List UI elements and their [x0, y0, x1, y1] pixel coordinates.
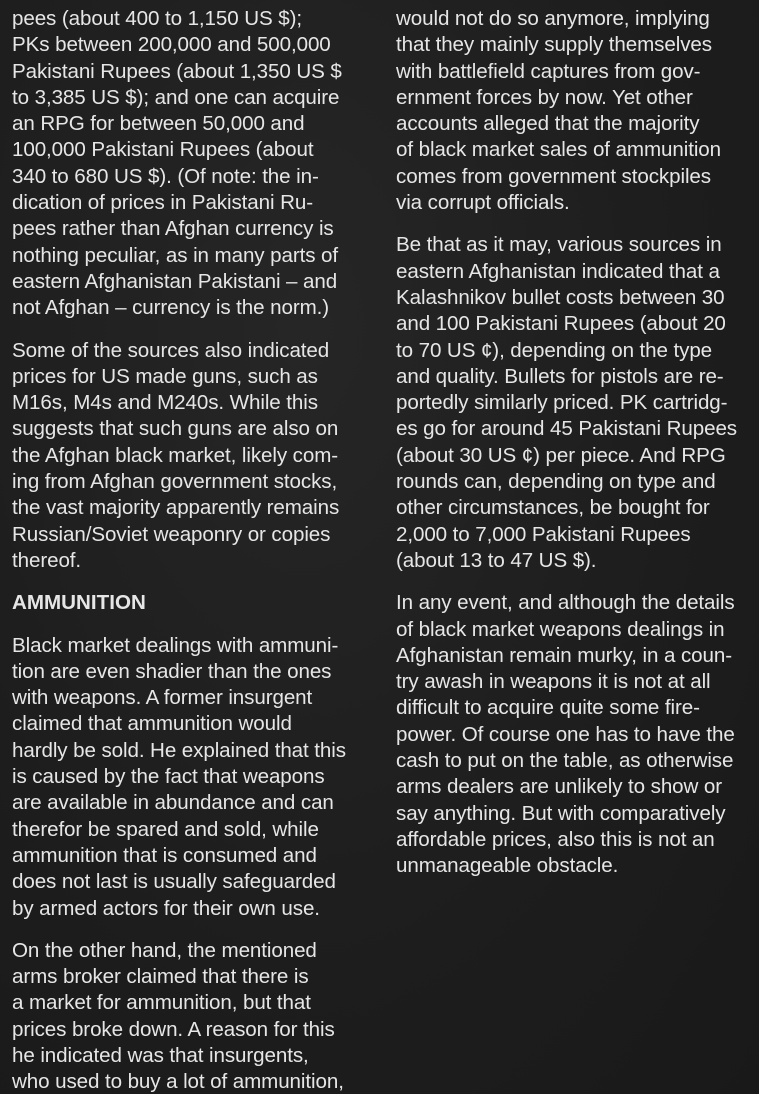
text-line: 2,000 to 7,000 Pakistani Rupees [396, 522, 691, 546]
text-line: a market for ammunition, but that [12, 991, 311, 1015]
text-line: of black market weapons dealings in [396, 617, 725, 641]
text-line: Russian/Soviet weaponry or copies [12, 522, 331, 546]
text-line: therefor be spared and sold, while [12, 817, 319, 841]
text-line: to 3,385 US $); and one can acquire [12, 85, 340, 109]
text-line: eastern Afghanistan indicated that a [396, 259, 720, 283]
text-line: are available in abundance and can [12, 791, 334, 815]
text-line: that they mainly supply themselves [396, 33, 712, 57]
text-line: is caused by the fact that weapons [12, 765, 325, 789]
text-line: es go for around 45 Pakistani Rupees [396, 417, 737, 441]
text-line: other circumstances, be bought for [396, 496, 710, 520]
left-paragraph-2 [12, 338, 372, 575]
text-line: 100,000 Pakistani Rupees (about [12, 138, 314, 162]
text-line: the Afghan black market, likely com- [12, 443, 339, 467]
text-line: power. Of course one has to have the [396, 722, 735, 746]
text-line: affordable prices, also this is not an [396, 827, 715, 851]
text-line: with battlefield captures from gov- [396, 59, 701, 83]
text-line: Some of the sources also indicated [12, 338, 330, 362]
text-line: arms dealers are unlikely to show or [396, 775, 723, 799]
text-line: claimed that ammunition would [12, 712, 292, 736]
text-line: M16s, M4s and M240s. While this [12, 391, 318, 415]
right-paragraph-1 [396, 6, 759, 216]
text-line: unmanageable obstacle. [396, 854, 619, 878]
left-paragraph-3 [12, 633, 372, 922]
text-line: pees rather than Afghan currency is [12, 217, 334, 241]
text-line: (about 30 US ¢) per piece. And RPG [396, 443, 726, 467]
right-column [396, 6, 759, 896]
text-line: ing from Afghan government stocks, [12, 470, 338, 494]
text-line: he indicated was that insurgents, [12, 1043, 309, 1067]
text-line: Afghanistan remain murky, in a coun- [396, 643, 732, 667]
text-line: Black market dealings with ammuni- [12, 633, 339, 657]
left-column [12, 6, 372, 1094]
text-line: the vast majority apparently remains [12, 496, 340, 520]
text-line: say anything. But with comparatively [396, 801, 726, 825]
text-line: prices broke down. A reason for this [12, 1017, 335, 1041]
text-line: Be that as it may, various sources in [396, 233, 722, 257]
text-line: suggests that such guns are also on [12, 417, 339, 441]
text-line: does not last is usually safeguarded [12, 870, 336, 894]
text-line: rounds can, depending on type and [396, 470, 716, 494]
text-line: ernment forces by now. Yet other [396, 85, 693, 109]
left-paragraph-4 [12, 938, 372, 1094]
text-line: (about 13 to 47 US $). [396, 548, 597, 572]
text-line: accounts alleged that the majority [396, 112, 700, 136]
text-line: arms broker claimed that there is [12, 965, 309, 989]
text-line: On the other hand, the mentioned [12, 938, 317, 962]
text-line: dication of prices in Pakistani Ru- [12, 191, 313, 215]
text-line: and quality. Bullets for pistols are re- [396, 364, 724, 388]
text-line: Kalashnikov bullet costs between 30 [396, 285, 725, 309]
text-line: cash to put on the table, as otherwise [396, 749, 734, 773]
text-line: pees (about 400 to 1,150 US $); [12, 7, 302, 30]
text-line: and 100 Pakistani Rupees (about 20 [396, 312, 726, 336]
text-line: ammunition that is consumed and [12, 843, 317, 867]
right-paragraph-2 [396, 232, 759, 574]
text-line: portedly similarly priced. PK cartridg- [396, 391, 728, 415]
text-line: with weapons. A former insurgent [12, 686, 313, 710]
text-line: via corrupt officials. [396, 191, 570, 215]
left-paragraph-1 [12, 6, 372, 322]
text-line: try awash in weapons it is not at all [396, 670, 711, 694]
text-line: tion are even shadier than the ones [12, 659, 332, 683]
text-line: of black market sales of ammunition [396, 138, 721, 162]
text-line: eastern Afghanistan Pakistani – and [12, 269, 338, 293]
right-paragraph-3 [396, 590, 759, 879]
text-line: would not do so anymore, implying [396, 7, 710, 30]
text-line: thereof. [12, 548, 82, 572]
text-line: hardly be sold. He explained that this [12, 738, 346, 762]
text-line: an RPG for between 50,000 and [12, 112, 305, 136]
text-line: nothing peculiar, as in many parts of [12, 243, 338, 267]
text-line: Pakistani Rupees (about 1,350 US $ [12, 59, 342, 83]
text-line: 340 to 680 US $). (Of note: the in- [12, 164, 319, 188]
text-line: by armed actors for their own use. [12, 896, 320, 920]
text-line: difficult to acquire quite some fire- [396, 696, 700, 720]
text-line: PKs between 200,000 and 500,000 [12, 33, 331, 57]
text-line: In any event, and although the details [396, 591, 735, 615]
text-line: prices for US made guns, such as [12, 364, 318, 388]
text-line: to 70 US ¢), depending on the type [396, 338, 713, 362]
text-line: not Afghan – currency is the norm.) [12, 296, 330, 320]
text-line: comes from government stockpiles [396, 164, 711, 188]
section-heading: AMMUNITION [12, 591, 146, 615]
text-line: who used to buy a lot of ammunition, [12, 1070, 344, 1094]
